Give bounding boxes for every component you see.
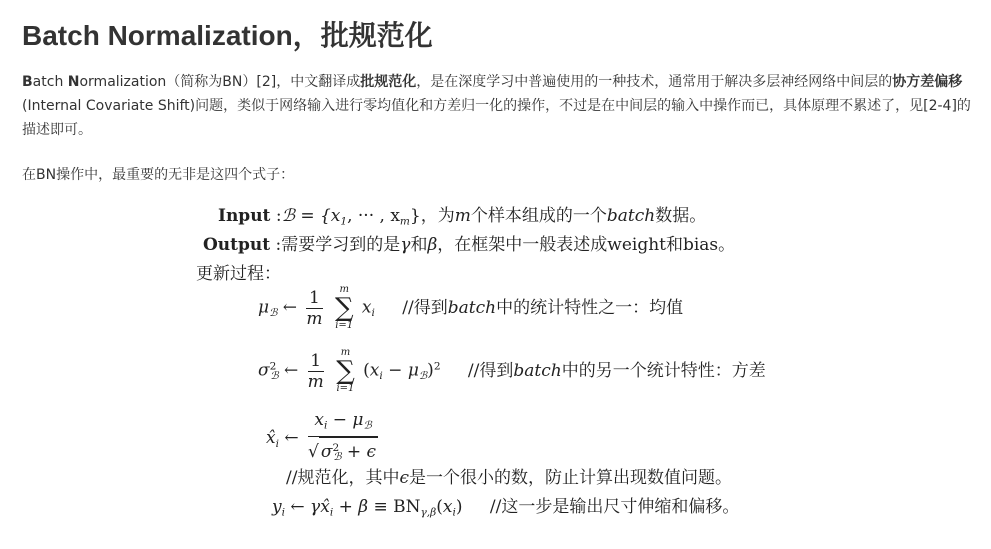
output-text: 需要学习到的是	[281, 235, 401, 255]
input-label: Input	[218, 206, 271, 226]
intro-paragraph	[22, 70, 972, 142]
text-atch: atch	[32, 74, 68, 90]
epsilon-symbol: ϵ	[399, 468, 409, 488]
input-dots: , ··· , x	[347, 206, 400, 226]
variance-comment: //得到batch中的另一个统计特性：方差	[467, 360, 766, 381]
page-title: Batch Normalization，批规范化	[22, 20, 433, 51]
input-m: m	[454, 206, 471, 226]
output-line: Output :需要学习到的是γ和β，在框架中一般表述成weight和bias。	[203, 235, 736, 255]
update-label: 更新过程：	[196, 264, 281, 284]
input-desc: 个样本组成的一个	[470, 206, 607, 226]
output-tail: ，在框架中一般表述成weight和bias。	[437, 235, 736, 255]
bn-intro-line: 在BN操作中，最重要的无非是这四个式子：	[22, 167, 295, 183]
beta-symbol: β	[427, 235, 438, 255]
input-close: }，为	[409, 206, 455, 226]
scale-shift-formula: $y_i$ ← $\gamma x̂_i + \beta \equiv BN_{\gamma,\beta}(x_i)$ //这一步是输出尺寸伸缩和偏移。	[272, 497, 740, 519]
input-batch: batch	[606, 206, 656, 226]
input-set: ℬ = {x	[281, 206, 341, 226]
mean-comment: //得到batch中的统计特性之一：均值	[402, 297, 684, 318]
bold-initial-b: B	[22, 74, 33, 90]
text-rest2: (Internal Covariate Shift)问题，类似于网络输入进行零均值化和方差归一化的操作，不过是在中间层的输入中操作而已，具体原理不累述了，见[2-4]的描述即可。	[22, 98, 971, 138]
bold-term-bn: 批规范化	[360, 74, 417, 90]
input-tail: 数据。	[655, 206, 707, 226]
mean-formula: $\mu_ℬ$ ← $\frac{1}{m}$ m ∑ i=1 $x_i$ //得到batch中的统计特性之一：均值	[258, 284, 684, 331]
text-rest1: ，是在深度学习中普遍使用的一种技术，通常用于解决多层神经网络中间层的	[416, 74, 893, 90]
normalize-comment: //规范化，其中ϵ是一个很小的数，防止计算出现数值问题。	[286, 468, 732, 488]
text-ormalization: ormalization（简称为BN）[2]，中文翻译成	[79, 74, 361, 90]
gamma-symbol: γ	[400, 235, 411, 255]
bold-initial-n: N	[67, 74, 80, 90]
variance-formula: $\sigma^2_ℬ$ ← $\frac{1}{m}$ m ∑ i=1 $(x_i - \mu_ℬ)^2$ //得到batch中的另一个统计特性：方差	[258, 347, 766, 394]
and-text: 和	[410, 235, 428, 255]
output-label: Output	[203, 235, 271, 255]
normalize-formula: $x̂_i$ ← $\frac{x_i - \mu_ℬ}{√ \sigma^2_ℬ + \epsilon}$	[266, 410, 382, 467]
scale-shift-comment: //这一步是输出尺寸伸缩和偏移。	[489, 497, 740, 517]
input-line: Input :ℬ = {$x_1$, ··· , $x_m$}，为m个样本组成的一个batch数据。	[218, 206, 707, 228]
bold-term-covariate: 协方差偏移	[892, 74, 963, 90]
